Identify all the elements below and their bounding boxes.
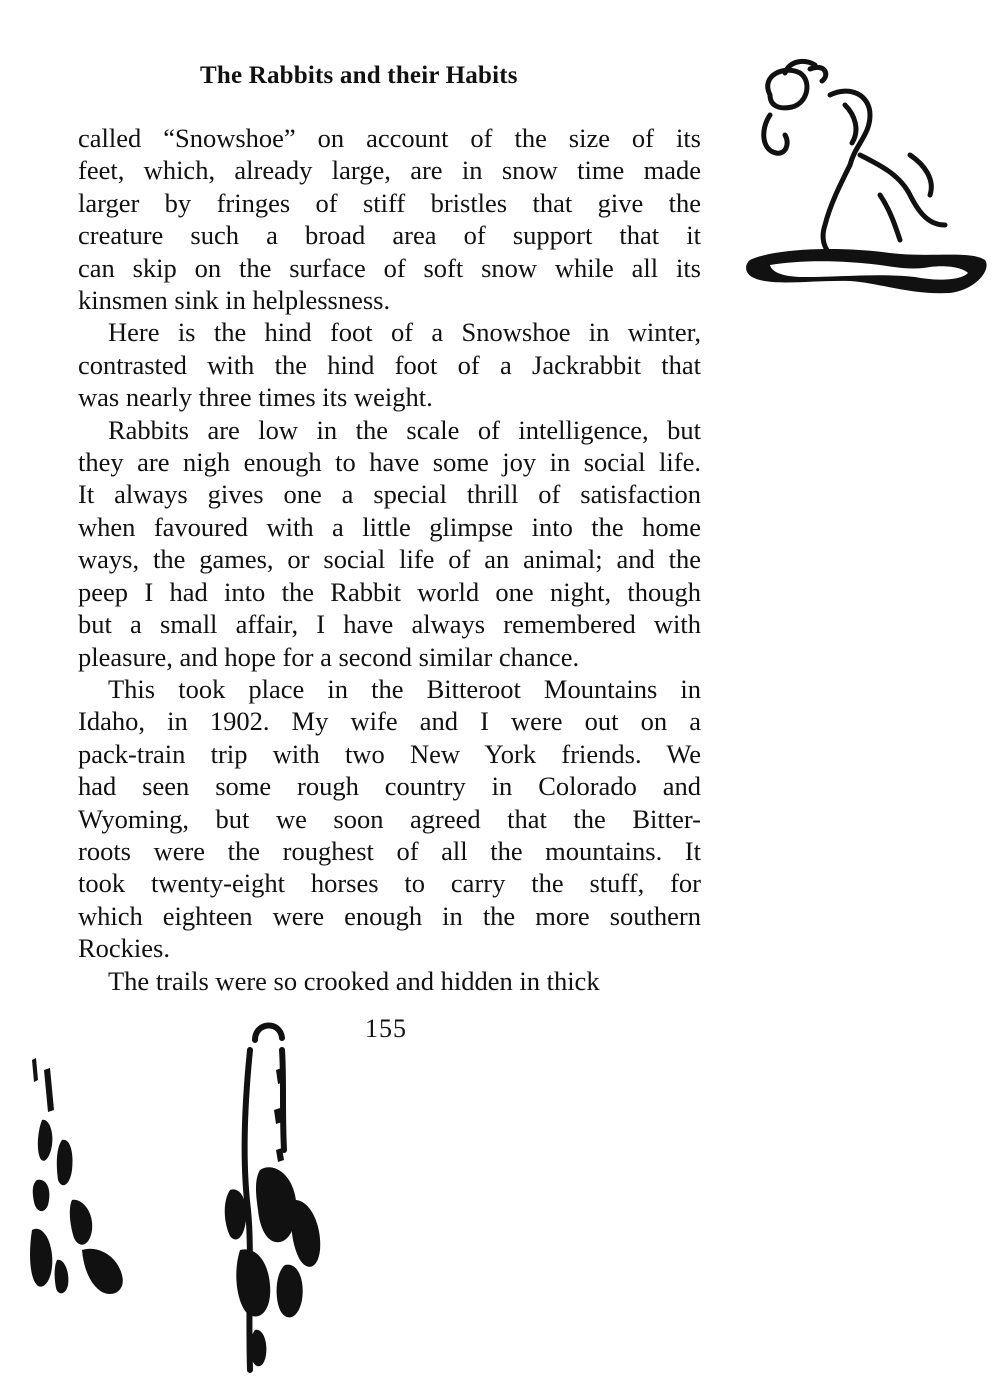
snowshoe-foot-sketch-icon — [22, 1040, 142, 1320]
text-line: called “Snowshoe” on account of the size of its — [78, 123, 701, 153]
running-title: The Rabbits and their Habits — [200, 62, 518, 89]
text-line: roots were the roughest of all the mountains. It — [78, 835, 701, 866]
text-line: when favoured with a little glimpse into the home — [78, 511, 701, 542]
text-line: The trails were so crooked and hidden in thick — [108, 965, 600, 996]
paragraph — [78, 122, 701, 316]
text-line: creature such a broad area of support that it — [78, 220, 701, 251]
text-line: It always gives one a special thrill of satisfaction — [78, 479, 701, 510]
text-line: contrasted with the hind foot of a Jackrabbit that — [78, 349, 701, 380]
text-line: but a small affair, I have always remembered with — [78, 609, 701, 640]
text-line: ways, the games, or social life of an animal; and the — [78, 544, 701, 575]
text-line: Rockies. — [78, 933, 170, 964]
text-line: pack-train trip with two New York friends. We — [78, 738, 701, 769]
text-line: peep I had into the Rabbit world one night, though — [78, 576, 701, 607]
text-line: This took place in the Bitteroot Mountains in — [108, 673, 701, 704]
text-line: which eighteen were enough in the more southern — [78, 900, 701, 931]
paragraph — [78, 316, 701, 413]
text-line: Rabbits are low in the scale of intelligence, but — [108, 414, 701, 445]
text-line: Wyoming, but we soon agreed that the Bitter- — [78, 803, 701, 834]
text-line: had seen some rough country in Colorado and — [78, 771, 701, 802]
text-line: they are nigh enough to have some joy in social life. — [78, 447, 701, 478]
text-line: Idaho, in 1902. My wife and I were out on a — [78, 706, 701, 737]
text-line: pleasure, and hope for a second similar chance. — [78, 641, 580, 672]
rabbit-sketch-icon — [730, 55, 995, 305]
text-line: kinsmen sink in helplessness. — [78, 285, 391, 316]
paragraph — [78, 414, 701, 673]
page-number: 155 — [365, 1014, 407, 1043]
text-line: larger by fringes of stiff bristles that give the — [78, 187, 701, 218]
jackrabbit-foot-sketch-icon — [200, 1010, 340, 1390]
text-line: was nearly three times its weight. — [78, 382, 433, 413]
body-text — [78, 122, 701, 997]
text-line: took twenty-eight horses to carry the stuff, for — [78, 868, 701, 899]
paragraph — [78, 965, 701, 997]
text-line: feet, which, already large, are in snow time made — [78, 155, 701, 186]
paragraph — [78, 673, 701, 965]
text-line: can skip on the surface of soft snow while all its — [78, 252, 701, 283]
text-line: Here is the hind foot of a Snowshoe in winter, — [108, 317, 701, 348]
